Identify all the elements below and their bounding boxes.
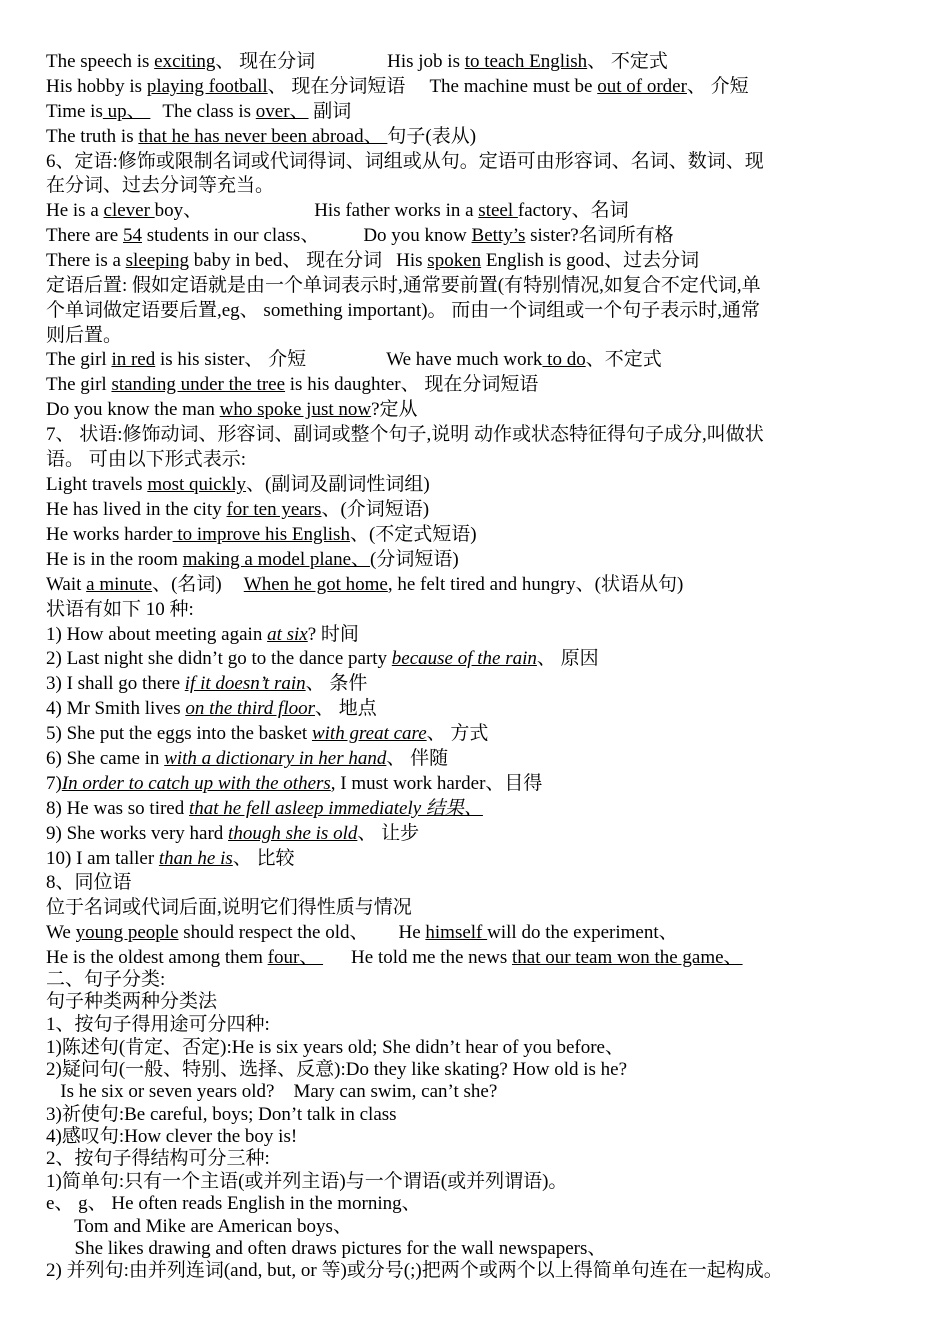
example-line: There are 54 students in our class、 Do you know Betty’s sister?名词所有格 (46, 225, 674, 246)
section-text: 2) 并列句:由并列连词(and, but, or 等)或分号(;)把两个或两个以上得简单句连在一起构成。 (46, 1260, 783, 1281)
example-line: He is the oldest among them four、 He told me the news that our team won the game、 (46, 947, 743, 968)
section-text: 2)疑问句(一般、特别、选择、反意):Do they like skating? How old is he? (46, 1059, 628, 1080)
example-line: 6) She came in with a dictionary in her hand、 伴随 (46, 748, 449, 769)
section-text: She likes drawing and often draws pictures for the wall newspapers、 (46, 1238, 607, 1259)
section-heading: 二、句子分类: (46, 969, 166, 990)
section-text: Tom and Mike are American boys、 (46, 1216, 352, 1237)
example-line: His hobby is playing football、 现在分词短语 The machine must be out of order、 介短 (46, 76, 749, 97)
section-text: 个单词做定语要后置,eg、 something important)。 而由一个词组或一个句子表示时,通常 (46, 300, 761, 321)
section-text: 7、 状语:修饰动词、形容词、副词或整个句子,说明 动作或状态特征得句子成分,叫做状 (46, 424, 764, 445)
example-line: 9) She works very hard though she is old、 让步 (46, 823, 420, 844)
example-line: The speech is exciting、 现在分词 His job is to teach English、 不定式 (46, 51, 668, 72)
example-line: The truth is that he has never been abroad、 句子(表从) (46, 126, 477, 147)
example-line: We young people should respect the old、 He himself will do the experiment、 (46, 922, 678, 943)
section-text: 1)简单句:只有一个主语(或并列主语)与一个谓语(或并列谓语)。 (46, 1171, 568, 1192)
section-heading: 2、按句子得结构可分三种: (46, 1148, 270, 1169)
example-line: 2) Last night she didn’t go to the dance party because of the rain、 原因 (46, 648, 599, 669)
section-text: 状语有如下 10 种: (46, 599, 194, 620)
example-line: The girl in red is his sister、 介短 We have much work to do、不定式 (46, 349, 662, 370)
section-text: 句子种类两种分类法 (46, 991, 218, 1012)
section-text: 1)陈述句(肯定、否定):He is six years old; She didn’t hear of you before、 (46, 1037, 624, 1058)
example-line: The girl standing under the tree is his daughter、 现在分词短语 (46, 374, 539, 395)
example-line: He works harder to improve his English、(不定式短语) (46, 524, 477, 545)
example-line: He has lived in the city for ten years、(介词短语) (46, 499, 430, 520)
example-line: 4) Mr Smith lives on the third floor、 地点 (46, 698, 377, 719)
example-line: Do you know the man who spoke just now?定从 (46, 399, 418, 420)
section-heading: 8、同位语 (46, 872, 132, 893)
section-text: 3)祈使句:Be careful, boys; Don’t talk in class (46, 1104, 397, 1125)
section-text: 则后置。 (46, 325, 123, 346)
example-line: There is a sleeping baby in bed、 现在分词 His spoken English is good、过去分词 (46, 250, 700, 271)
example-line: Time is up、 The class is over、 副词 (46, 101, 352, 122)
section-text: 语。 可由以下形式表示: (46, 449, 247, 470)
section-text: Is he six or seven years old? Mary can swim, can’t she? (46, 1081, 498, 1102)
example-line: 1) How about meeting again at six? 时间 (46, 624, 359, 645)
section-text: 在分词、过去分词等充当。 (46, 175, 275, 196)
example-line: Wait a minute、(名词) When he got home, he felt tired and hungry、(状语从句) (46, 574, 684, 595)
example-line: He is in the room making a model plane、(分词短语) (46, 549, 459, 570)
example-line: 10) I am taller than he is、 比较 (46, 848, 295, 869)
example-line: 3) I shall go there if it doesn’t rain、 条件 (46, 673, 368, 694)
section-text: 4)感叹句:How clever the boy is! (46, 1126, 298, 1147)
example-line: 8) He was so tired that he fell asleep immediately 结果、 (46, 798, 483, 819)
example-line: Light travels most quickly、(副词及副词性词组) (46, 474, 430, 495)
section-text: 定语后置: 假如定语就是由一个单词表示时,通常要前置(有特别情况,如复合不定代词,单 (46, 275, 761, 296)
section-heading: 1、按句子得用途可分四种: (46, 1014, 270, 1035)
section-text: e、 g、 He often reads English in the morning、 (46, 1193, 421, 1214)
example-line: 5) She put the eggs into the basket with great care、 方式 (46, 723, 489, 744)
section-text: 位于名词或代词后面,说明它们得性质与情况 (46, 897, 412, 918)
example-line: 7)In order to catch up with the others, I must work harder、目得 (46, 773, 543, 794)
example-line: He is a clever boy、 His father works in a steel factory、名词 (46, 200, 629, 221)
section-text: 6、定语:修饰或限制名词或代词得词、词组或从句。定语可由形容词、名词、数词、现 (46, 151, 764, 172)
